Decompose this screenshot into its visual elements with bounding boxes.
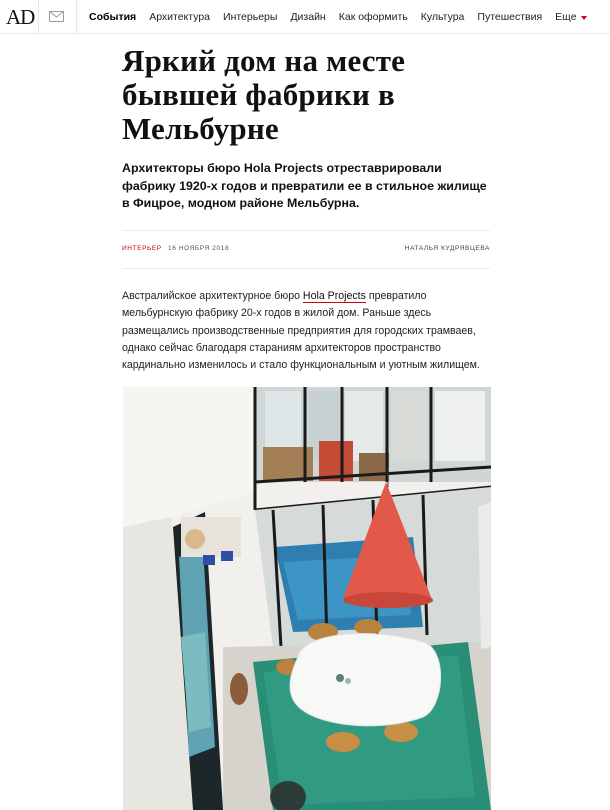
- nav-item-interiors[interactable]: Интерьеры: [223, 11, 278, 23]
- nav-item-how-to-decorate[interactable]: Как оформить: [338, 11, 408, 23]
- nav-item-events[interactable]: События: [89, 11, 137, 23]
- meta-divider: [122, 268, 490, 269]
- meta-divider: [122, 230, 490, 231]
- interior-photo-illustration: [123, 387, 491, 810]
- nav-links: [89, 10, 600, 24]
- nav-more-button[interactable]: [555, 10, 586, 24]
- site-logo[interactable]: AD: [6, 5, 35, 29]
- body-text-end: превратило мельбурнскую фабрику 20-х годов в жилой дом. Раньше здесь размещались производственные предприятия для городских трамваев, однако сейчас благодаря стараниям архитекторов пространство кардинально изменилось и стало функциональным и уютным жилищем.: [122, 290, 480, 372]
- mail-icon[interactable]: [49, 11, 64, 22]
- publish-date: 16 НОЯБРЯ 2018: [168, 245, 230, 252]
- author-link[interactable]: НАТАЛЬЯ КУДРЯВЦЕВА: [404, 245, 490, 252]
- rubric-link[interactable]: ИНТЕРЬЕР: [122, 245, 162, 252]
- top-navigation: [0, 0, 610, 34]
- hola-projects-link[interactable]: Hola Projects: [302, 290, 366, 302]
- chevron-down-icon: [581, 16, 587, 20]
- nav-item-travel[interactable]: Путешествия: [477, 11, 543, 23]
- nav-item-culture[interactable]: Культура: [420, 11, 465, 23]
- nav-divider: [76, 0, 77, 34]
- article-body-paragraph: [122, 288, 492, 374]
- article-photo: [123, 387, 491, 810]
- nav-divider: [38, 0, 39, 34]
- nav-item-design[interactable]: Дизайн: [290, 11, 326, 23]
- article-lead: Архитекторы бюро Hola Projects отреставрировали фабрику 1920-х годов и превратили ее в стильное жилище в Фицрое, модном районе Мельбурна.: [122, 161, 487, 210]
- body-text-start: Австралийское архитектурное бюро: [122, 290, 303, 302]
- article-title: Яркий дом на месте бывшей фабрики в Мельбурне: [122, 43, 406, 146]
- article-meta: [122, 245, 490, 257]
- nav-more-label: Еще: [555, 11, 577, 23]
- nav-item-architecture[interactable]: Архитектура: [149, 11, 211, 23]
